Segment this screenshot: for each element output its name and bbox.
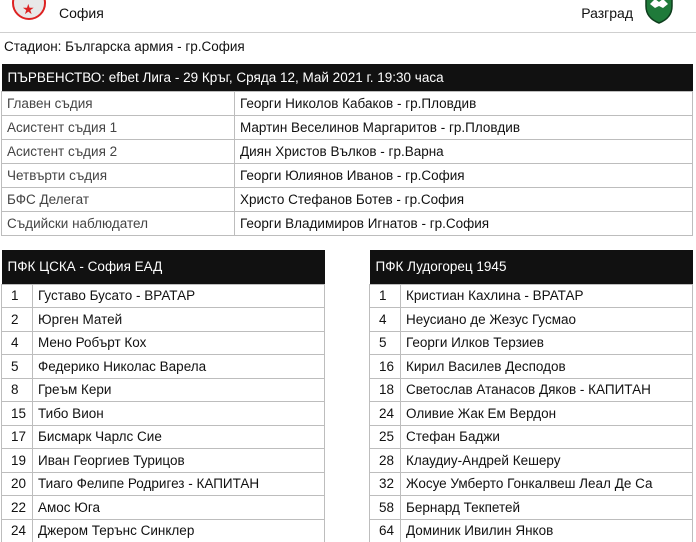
player-row (2, 496, 325, 520)
player-row (370, 378, 693, 402)
official-row (2, 139, 693, 163)
official-name: Мартин Веселинов Маргаритов - гр.Пловдив (235, 115, 693, 139)
match-info-table (1, 64, 693, 236)
match-header (0, 0, 696, 33)
player-row (370, 425, 693, 449)
player-row (2, 402, 325, 426)
player-name: Неусиано де Жезус Гусмао (401, 308, 693, 332)
player-row (2, 308, 325, 332)
player-name: Амос Юга (33, 496, 325, 520)
away-squad-header (370, 250, 693, 284)
player-number: 22 (2, 496, 33, 520)
stadium-label: Стадион: Българска армия - гр.София (4, 39, 245, 54)
player-row (370, 402, 693, 426)
official-role: Главен съдия (2, 91, 235, 115)
player-number: 25 (370, 425, 401, 449)
official-row (2, 115, 693, 139)
player-number: 58 (370, 496, 401, 520)
officials-list (2, 91, 693, 235)
player-name: Бисмарк Чарлс Сие (33, 425, 325, 449)
player-number: 24 (2, 519, 33, 542)
home-squad-header (2, 250, 325, 284)
away-squad-table (369, 250, 693, 542)
player-name: Оливие Жак Ем Вердон (401, 402, 693, 426)
championship-header (2, 64, 693, 91)
player-number: 5 (370, 331, 401, 355)
player-number: 20 (2, 472, 33, 496)
player-number: 18 (370, 378, 401, 402)
official-name: Христо Стефанов Ботев - гр.София (235, 187, 693, 211)
player-row (370, 472, 693, 496)
away-team-city: Разград (581, 5, 633, 21)
player-name: Иван Георгиев Турицов (33, 449, 325, 473)
player-row (2, 284, 325, 308)
player-row (370, 284, 693, 308)
player-number: 1 (370, 284, 401, 308)
official-name: Георги Юлиянов Иванов - гр.София (235, 163, 693, 187)
player-name: Бернард Текпетей (401, 496, 693, 520)
away-squad-title: ПФК Лудогорец 1945 (370, 250, 693, 284)
official-role: БФС Делегат (2, 187, 235, 211)
player-number: 19 (2, 449, 33, 473)
player-name: Кристиан Кахлина - ВРАТАР (401, 284, 693, 308)
player-number: 4 (370, 308, 401, 332)
player-row (370, 496, 693, 520)
player-number: 1 (2, 284, 33, 308)
player-number: 2 (2, 308, 33, 332)
official-row (2, 91, 693, 115)
player-name: Жосуе Умберто Гонкалвеш Леал Де Са (401, 472, 693, 496)
player-name: Греъм Кери (33, 378, 325, 402)
player-number: 32 (370, 472, 401, 496)
player-number: 5 (2, 355, 33, 379)
official-name: Георги Владимиров Игнатов - гр.София (235, 211, 693, 235)
home-squad-title: ПФК ЦСКА - София ЕАД (2, 250, 325, 284)
player-row (2, 472, 325, 496)
player-row (2, 378, 325, 402)
official-name: Георги Николов Кабаков - гр.Пловдив (235, 91, 693, 115)
player-row (2, 449, 325, 473)
official-row (2, 187, 693, 211)
player-row (370, 308, 693, 332)
player-number: 64 (370, 519, 401, 542)
player-number: 17 (2, 425, 33, 449)
player-name: Светослав Атанасов Дяков - КАПИТАН (401, 378, 693, 402)
away-players (370, 284, 693, 542)
player-name: Федерико Николас Варела (33, 355, 325, 379)
player-row (2, 331, 325, 355)
player-name: Джером Терънс Синклер (33, 519, 325, 542)
player-row (2, 355, 325, 379)
player-number: 4 (2, 331, 33, 355)
player-number: 24 (370, 402, 401, 426)
official-role: Асистент съдия 2 (2, 139, 235, 163)
official-row (2, 211, 693, 235)
player-number: 8 (2, 378, 33, 402)
player-number: 15 (2, 402, 33, 426)
player-row (2, 425, 325, 449)
player-name: Стефан Баджи (401, 425, 693, 449)
official-role: Асистент съдия 1 (2, 115, 235, 139)
home-players (2, 284, 325, 542)
player-name: Тиаго Фелипе Родригез - КАПИТАН (33, 472, 325, 496)
player-number: 28 (370, 449, 401, 473)
player-name: Тибо Вион (33, 402, 325, 426)
player-number: 16 (370, 355, 401, 379)
player-row (370, 519, 693, 542)
player-name: Кирил Василев Десподов (401, 355, 693, 379)
player-name: Мено Робърт Кох (33, 331, 325, 355)
player-name: Клаудиу-Андрей Кешеру (401, 449, 693, 473)
player-row (370, 355, 693, 379)
home-team-city: София (59, 5, 104, 21)
player-name: Густаво Бусато - ВРАТАР (33, 284, 325, 308)
home-squad-table (1, 250, 325, 542)
player-name: Георги Илков Терзиев (401, 331, 693, 355)
championship-title: ПЪРВЕНСТВО: efbet Лига - 29 Кръг, Сряда 12, Май 2021 г. 19:30 часа (2, 64, 693, 91)
player-name: Доминик Ивилин Янков (401, 519, 693, 542)
player-row (370, 449, 693, 473)
official-row (2, 163, 693, 187)
official-name: Диян Христов Вълков - гр.Варна (235, 139, 693, 163)
official-role: Съдийски наблюдател (2, 211, 235, 235)
ludogorets-logo-icon (644, 0, 674, 24)
official-role: Четвърти съдия (2, 163, 235, 187)
cska-logo-icon: ★ (12, 0, 46, 20)
player-name: Юрген Матей (33, 308, 325, 332)
player-row (2, 519, 325, 542)
player-row (370, 331, 693, 355)
